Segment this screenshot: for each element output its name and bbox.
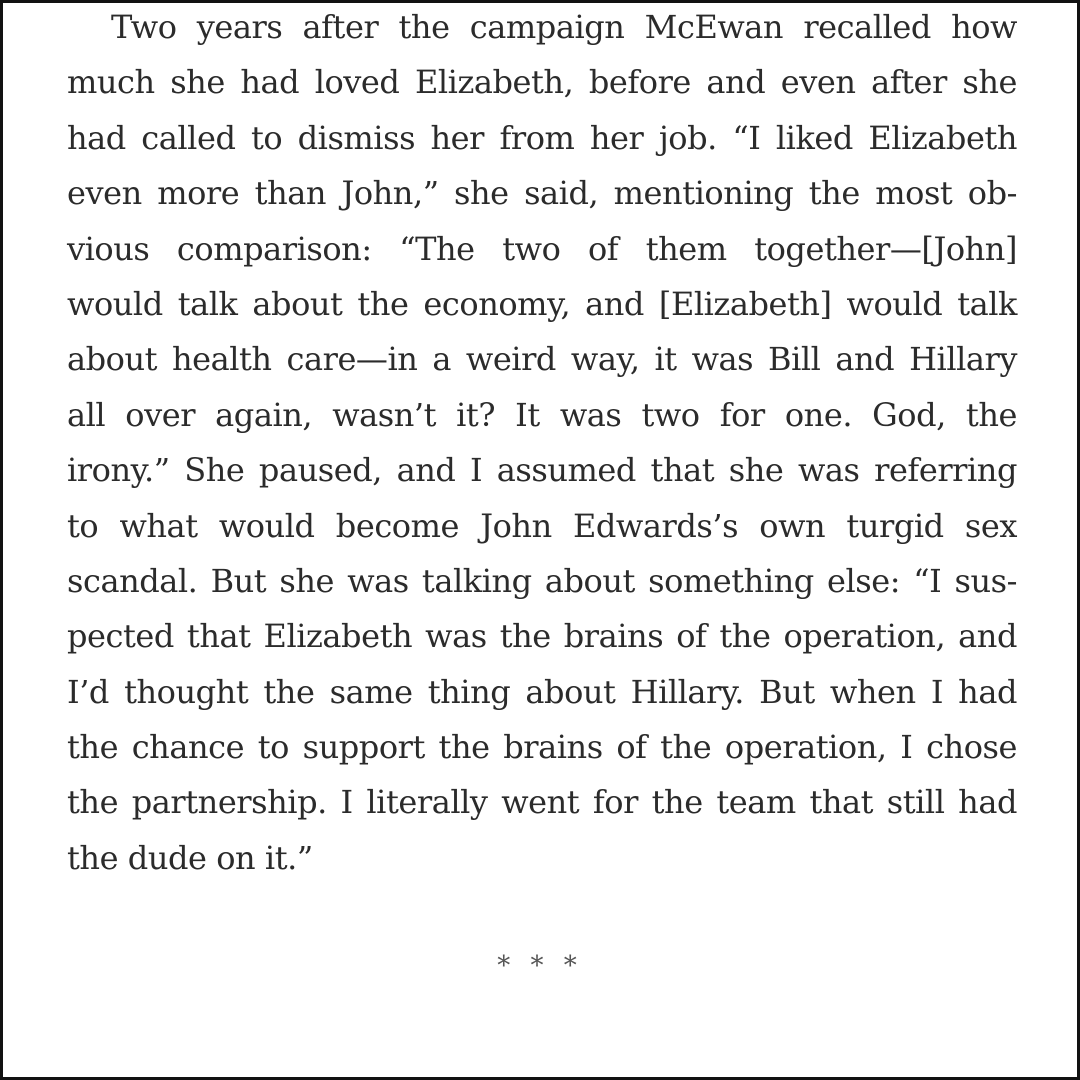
text-line: the partnership. I literally went for the team that still had [67, 783, 1017, 822]
text-line: scandal. But she was talking about something else: “I sus- [67, 561, 1017, 600]
text-line: vious comparison: “The two of them together—[John] [67, 229, 1017, 268]
text-line: the dude on it.” [67, 838, 313, 877]
text-line: about health care—in a weird way, it was Bill and Hillary [67, 340, 1017, 379]
text-line: I’d thought the same thing about Hillary. But when I had [67, 672, 1017, 711]
text-line: to what would become John Edwards’s own turgid sex [67, 506, 1017, 545]
body-paragraph [67, 5, 1017, 891]
text-line: much she had loved Elizabeth, before and even after she [67, 63, 1017, 102]
text-line: pected that Elizabeth was the brains of the operation, and [67, 617, 1017, 656]
text-line: had called to dismiss her from her job. “I liked Elizabeth [67, 118, 1017, 157]
text-line: would talk about the economy, and [Elizabeth] would talk [67, 284, 1017, 323]
text-line: all over again, wasn’t it? It was two for one. God, the [67, 395, 1017, 434]
text-line: irony.” She paused, and I assumed that she was referring [67, 451, 1017, 490]
section-break: * * * [497, 951, 583, 981]
text-line: even more than John,” she said, mentioning the most ob- [67, 174, 1017, 213]
text-line: the chance to support the brains of the operation, I chose [67, 728, 1017, 767]
text-line: Two years after the campaign McEwan recalled how [111, 8, 1017, 46]
